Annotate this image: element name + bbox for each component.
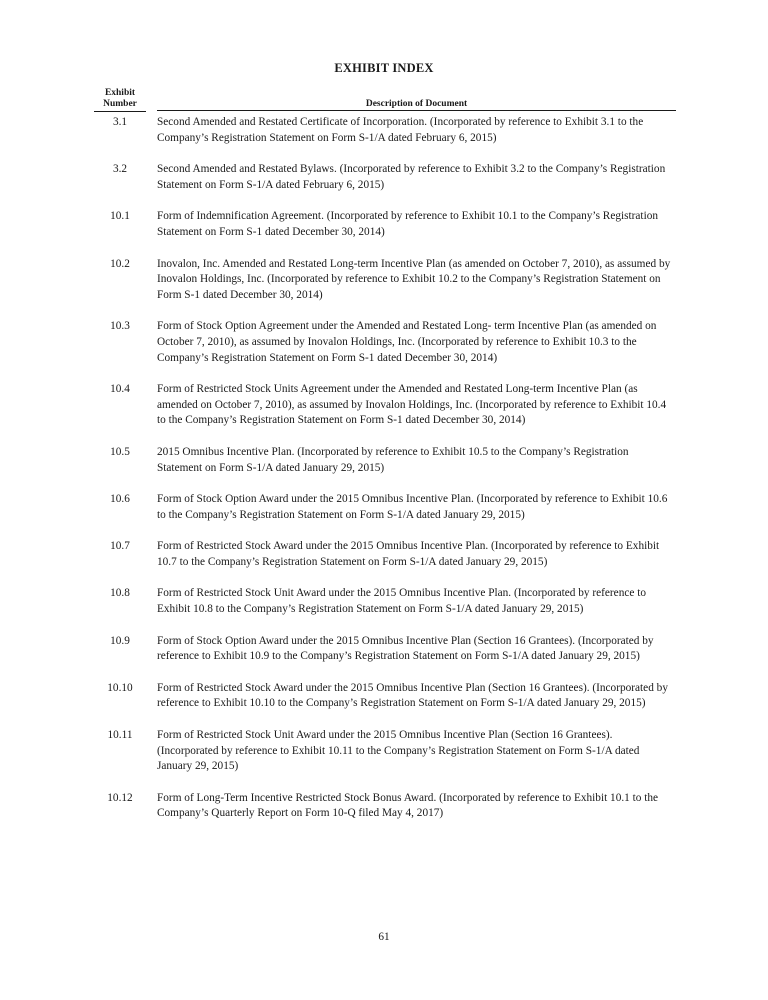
exhibit-row bbox=[90, 681, 676, 712]
exhibit-description: 2015 Omnibus Incentive Plan. (Incorporated by reference to Exhibit 10.5 to the Company’s Registration Statement on Form S-1/A dated January 29, 2015) bbox=[157, 445, 629, 474]
exhibit-row bbox=[90, 634, 676, 665]
exhibit-row bbox=[90, 586, 676, 617]
exhibit-description: Form of Stock Option Agreement under the Amended and Restated Long- term Incentive Plan (as amended on October 7, 2010), as assumed by Inovalon Holdings, Inc. (Incorporated by reference to Exhibit 10.3 to the Company’s Registration Statement on Form S-1 dated December 30, 2014) bbox=[157, 320, 657, 364]
exhibit-description: Second Amended and Restated Certificate of Incorporation. (Incorporated by reference to Exhibit 3.1 to the Company’s Registration Statement on Form S-1/A dated February 6, 2015) bbox=[157, 116, 644, 144]
exhibit-number: 10.6 bbox=[110, 493, 130, 506]
exhibit-row bbox=[90, 492, 676, 523]
exhibit-row bbox=[90, 209, 676, 240]
exhibit-row bbox=[90, 445, 676, 476]
exhibit-number: 10.7 bbox=[110, 540, 130, 553]
exhibit-description: Form of Restricted Stock Units Agreement under the Amended and Restated Long-term Incentive Plan (as amended on October 7, 2010), as assumed by Inovalon Holdings, Inc. (Incorporated by reference to Exhibit 10.4 to the Company’s Registration Statement on Form S-1 dated December 30, 2014) bbox=[157, 383, 667, 427]
exhibit-number: 10.9 bbox=[110, 634, 130, 647]
exhibit-number: 10.10 bbox=[107, 681, 133, 694]
exhibit-row bbox=[90, 257, 676, 304]
exhibit-number: 10.2 bbox=[110, 257, 130, 270]
page-title: EXHIBIT INDEX bbox=[334, 61, 434, 75]
exhibit-number: 3.2 bbox=[112, 163, 128, 176]
exhibit-row bbox=[90, 728, 676, 775]
exhibit-number: 10.5 bbox=[110, 445, 130, 458]
page-number: 61 bbox=[378, 931, 390, 943]
description-header bbox=[157, 88, 676, 111]
exhibit-row bbox=[90, 539, 676, 570]
exhibit-number: 10.12 bbox=[107, 791, 133, 804]
exhibit-description: Form of Stock Option Award under the 2015 Omnibus Incentive Plan (Section 16 Grantees). (Incorporated by reference to Exhibit 10.9 to the Company’s Registration Statement on Form S-1/A dated January 29, 2015) bbox=[157, 634, 654, 663]
exhibit-number: 10.4 bbox=[110, 383, 130, 396]
exhibit-number-header-line1: Exhibit bbox=[104, 88, 136, 98]
exhibit-row bbox=[90, 319, 676, 366]
exhibit-list bbox=[90, 115, 676, 838]
exhibit-description: Form of Long-Term Incentive Restricted Stock Bonus Award. (Incorporated by reference to Exhibit 10.1 to the Company’s Quarterly Report on Form 10-Q filed May 4, 2017) bbox=[157, 791, 659, 820]
exhibit-description: Form of Stock Option Award under the 2015 Omnibus Incentive Plan. (Incorporated by reference to Exhibit 10.6 to the Company’s Registration Statement on Form S-1/A dated January 29, 2015) bbox=[157, 493, 668, 521]
exhibit-description: Inovalon, Inc. Amended and Restated Long-term Incentive Plan (as amended on October 7, 2010), as assumed by Inovalon Holdings, Inc. (Incorporated by reference to Exhibit 10.2 to the Company’s Registration Statement on Form S-1 dated December 30, 2014) bbox=[157, 257, 671, 301]
exhibit-row bbox=[90, 791, 676, 822]
exhibit-row bbox=[90, 115, 676, 146]
exhibit-description: Form of Restricted Stock Unit Award under the 2015 Omnibus Incentive Plan. (Incorporated by reference to Exhibit 10.8 to the Company’s Registration Statement on Form S-1/A dated January 29, 2015) bbox=[157, 587, 646, 616]
exhibit-number: 10.1 bbox=[110, 210, 130, 223]
exhibit-number: 10.11 bbox=[107, 729, 133, 742]
exhibit-number: 3.1 bbox=[112, 116, 128, 128]
exhibit-description: Second Amended and Restated Bylaws. (Incorporated by reference to Exhibit 3.2 to the Company’s Registration Statement on Form S-1/A dated February 6, 2015) bbox=[157, 163, 666, 191]
table-header bbox=[90, 88, 676, 112]
exhibit-number: 10.8 bbox=[110, 587, 130, 600]
description-header-label: Description of Document bbox=[365, 99, 468, 109]
exhibit-description: Form of Indemnification Agreement. (Incorporated by reference to Exhibit 10.1 to the Company’s Registration Statement on Form S-1 dated December 30, 2014) bbox=[157, 210, 659, 238]
exhibit-description: Form of Restricted Stock Award under the 2015 Omnibus Incentive Plan. (Incorporated by reference to Exhibit 10.7 to the Company’s Registration Statement on Form S-1/A dated January 29, 2015) bbox=[157, 540, 660, 568]
exhibit-number-header-line2: Number bbox=[103, 99, 137, 109]
exhibit-number: 10.3 bbox=[110, 320, 130, 333]
exhibit-row bbox=[90, 162, 676, 193]
exhibit-row bbox=[90, 382, 676, 429]
exhibit-number-header bbox=[94, 88, 146, 112]
exhibit-description: Form of Restricted Stock Award under the 2015 Omnibus Incentive Plan (Section 16 Grantees). (Incorporated by reference to Exhibit 10.10 to the Company’s Registration Statement on Form S-1/A dated January 29, 2015) bbox=[157, 681, 668, 710]
exhibit-description: Form of Restricted Stock Unit Award under the 2015 Omnibus Incentive Plan (Section 16 Grantees). (Incorporated by reference to Exhibit 10.11 to the Company’s Registration Statement on Form S-1/A dated January 29, 2015) bbox=[157, 729, 640, 773]
